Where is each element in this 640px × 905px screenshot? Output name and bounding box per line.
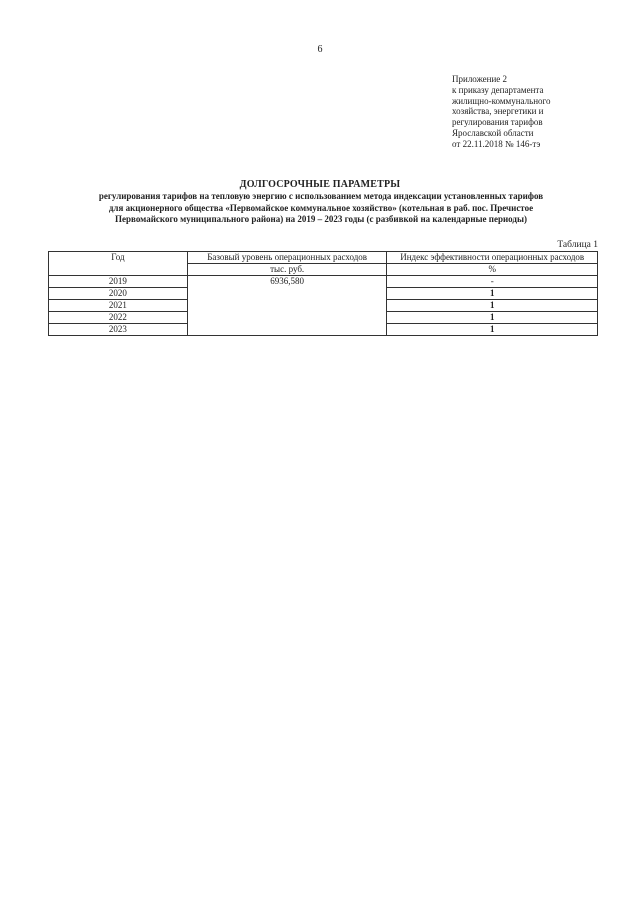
appendix-line: жилищно-коммунального [452, 95, 551, 106]
cell-year: 2023 [49, 324, 188, 336]
unit-base-level: тыс. руб. [187, 264, 387, 276]
table-row [49, 276, 598, 288]
table-label: Таблица 1 [557, 240, 598, 250]
unit-efficiency-index: % [387, 264, 598, 276]
header-base-level: Базовый уровень операционных расходов [187, 252, 387, 264]
header-efficiency-index: Индекс эффективности операционных расходов [387, 252, 598, 264]
header-year: Год [49, 252, 188, 276]
parameters-table [48, 251, 598, 336]
appendix-line: Приложение 2 [452, 74, 508, 84]
subtitle-line: регулирования тарифов на тепловую энергию с использованием метода индексации установленных тарифов [98, 191, 544, 201]
cell-index: - [387, 276, 598, 288]
appendix-line: Ярославской области [452, 127, 534, 138]
appendix-block [452, 74, 551, 150]
table-header-row [49, 252, 598, 264]
document-title: ДОЛГОСРОЧНЫЕ ПАРАМЕТРЫ [239, 179, 401, 190]
appendix-line: хозяйства, энергетики и [452, 106, 544, 117]
page-number: 6 [317, 44, 323, 55]
cell-index: 1 [387, 288, 598, 300]
cell-year: 2019 [49, 276, 188, 288]
cell-index: 1 [387, 324, 598, 336]
subtitle-line: для акционерного общества «Первомайское коммунальное хозяйство» (котельная в раб. пос. Пречистое [108, 202, 534, 213]
cell-index: 1 [387, 300, 598, 312]
appendix-line: регулирования тарифов [452, 117, 543, 128]
cell-year: 2022 [49, 312, 188, 324]
appendix-line: к приказу департамента [452, 84, 544, 95]
cell-base-value: 6936,580 [187, 276, 387, 336]
cell-year: 2021 [49, 300, 188, 312]
cell-index: 1 [387, 312, 598, 324]
appendix-line: от 22.11.2018 № 146-тэ [452, 138, 541, 149]
document-subtitle [40, 191, 602, 226]
subtitle-line: Первомайского муниципального района) на 2019 – 2023 годы (с разбивкой на календарные периоды) [115, 214, 527, 224]
cell-year: 2020 [49, 288, 188, 300]
